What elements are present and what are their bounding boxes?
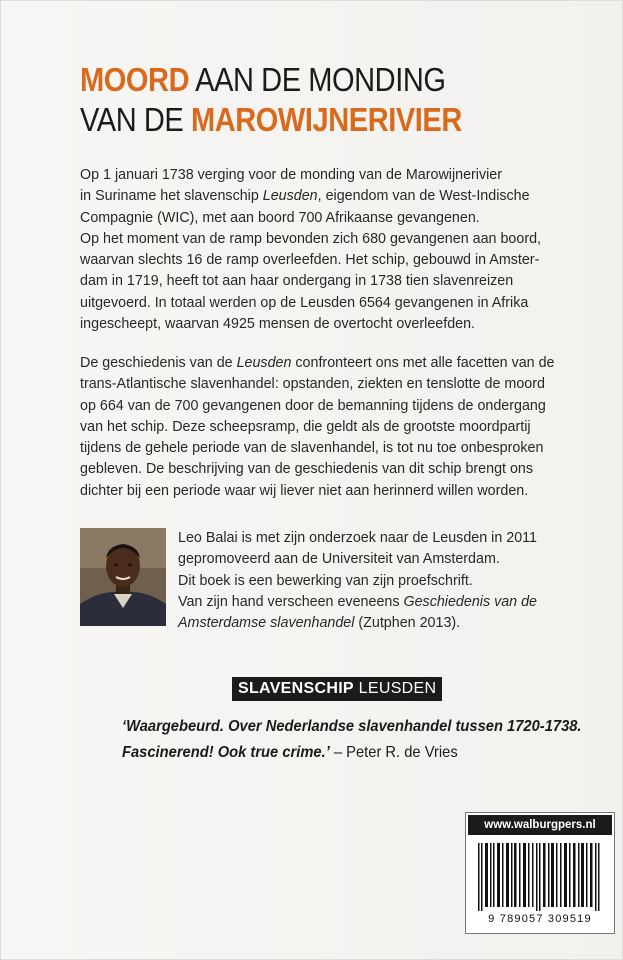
series-label	[232, 677, 442, 701]
text-line: van het schip. Deze scheepsramp, die geldt als de grootste moordpartij	[80, 418, 531, 435]
book-title-ref: Amsterdamse slavenhandel	[178, 615, 355, 632]
title-text: AAN DE MONDING	[189, 61, 446, 98]
title-accent-word: MAROWIJNERIVIER	[190, 101, 462, 138]
blurb-paragraph-2	[80, 353, 560, 502]
text-line	[80, 186, 560, 207]
text-line: Op 1 januari 1738 verging voor de monding van de Marowijnerivier	[80, 167, 502, 183]
text-line	[178, 592, 558, 613]
text-span: , eigendom van de West-Indische	[317, 188, 530, 205]
barcode-box	[465, 812, 615, 934]
quote-attribution: – Peter R. de Vries	[329, 744, 458, 761]
text-line	[80, 353, 560, 374]
text-line: Compagnie (WIC), met aan boord 700 Afrikaanse gevangenen.	[80, 209, 480, 226]
series-label-light: LEUSDEN	[353, 680, 437, 697]
text-span: confronteert ons met alle facetten van de	[291, 355, 555, 371]
text-line: gepromoveerd aan de Universiteit van Amsterdam.	[178, 551, 500, 568]
series-label-strong: SLAVENSCHIP	[238, 680, 354, 697]
text-line: dichter bij een periode waar wij liever niet aan herinnerd willen worden.	[80, 482, 529, 499]
text-line: Leo Balai is met zijn onderzoek naar de Leusden in 2011	[178, 530, 537, 546]
ship-name: Leusden	[262, 188, 318, 205]
title-line-2	[80, 100, 502, 140]
quote-line	[122, 740, 545, 766]
text-span: (Zutphen 2013).	[354, 615, 461, 632]
text-line	[178, 613, 558, 634]
quote-text: Fascinerend! Ook true crime.’	[122, 744, 330, 761]
text-line: Op het moment van de ramp bevonden zich 680 gevangenen aan boord,	[80, 230, 541, 247]
book-title-ref: Geschiedenis van de	[403, 593, 537, 610]
text-line: dam in 1719, heeft tot aan haar ondergang in 1738 tien slavenreizen	[80, 273, 514, 290]
author-bio	[178, 528, 558, 634]
text-line: waarvan slechts 16 de ramp overleefden. Het schip, gebouwd in Amster-	[80, 252, 540, 269]
text-line: trans-Atlantische slavenhandel: opstanden, ziekten en tenslotte de moord	[80, 376, 545, 393]
text-line: op 664 van de 700 gevangenen door de bemanning tijdens de ondergang	[80, 397, 546, 414]
publisher-url: www.walburgpers.nl	[468, 815, 612, 835]
title-accent-word: MOORD	[80, 61, 190, 98]
quote-line: ‘Waargebeurd. Over Nederlandse slavenhandel tussen 1720-1738.	[122, 718, 582, 735]
author-portrait-icon	[80, 528, 166, 626]
text-line: uitgevoerd. In totaal werden op de Leusden 6564 gevangenen in Afrika	[80, 294, 529, 311]
title-text: VAN DE	[80, 101, 191, 138]
isbn-number: 9 789057 309519	[488, 913, 592, 925]
text-line: gebleven. De beschrijving van de geschiedenis van dit schip brengt ons	[80, 461, 534, 478]
text-span: Van zijn hand verscheen eveneens	[178, 593, 404, 610]
author-photo	[80, 528, 166, 626]
ship-name: Leusden	[236, 355, 292, 371]
text-line: Dit boek is een bewerking van zijn proefschrift.	[178, 572, 473, 589]
text-line: ingescheept, waarvan 4925 mensen de overtocht overleefden.	[80, 316, 476, 333]
review-quote	[122, 714, 582, 766]
barcode-icon	[476, 843, 604, 911]
title-line-1	[80, 60, 502, 100]
text-span: De geschiedenis van de	[80, 355, 237, 371]
text-span: in Suriname het slavenschip	[80, 188, 263, 205]
book-title	[80, 60, 502, 140]
blurb-paragraph-1	[80, 165, 560, 335]
text-line: tijdens de gehele periode van de slavenhandel, is tot nu toe onbesproken	[80, 440, 544, 457]
